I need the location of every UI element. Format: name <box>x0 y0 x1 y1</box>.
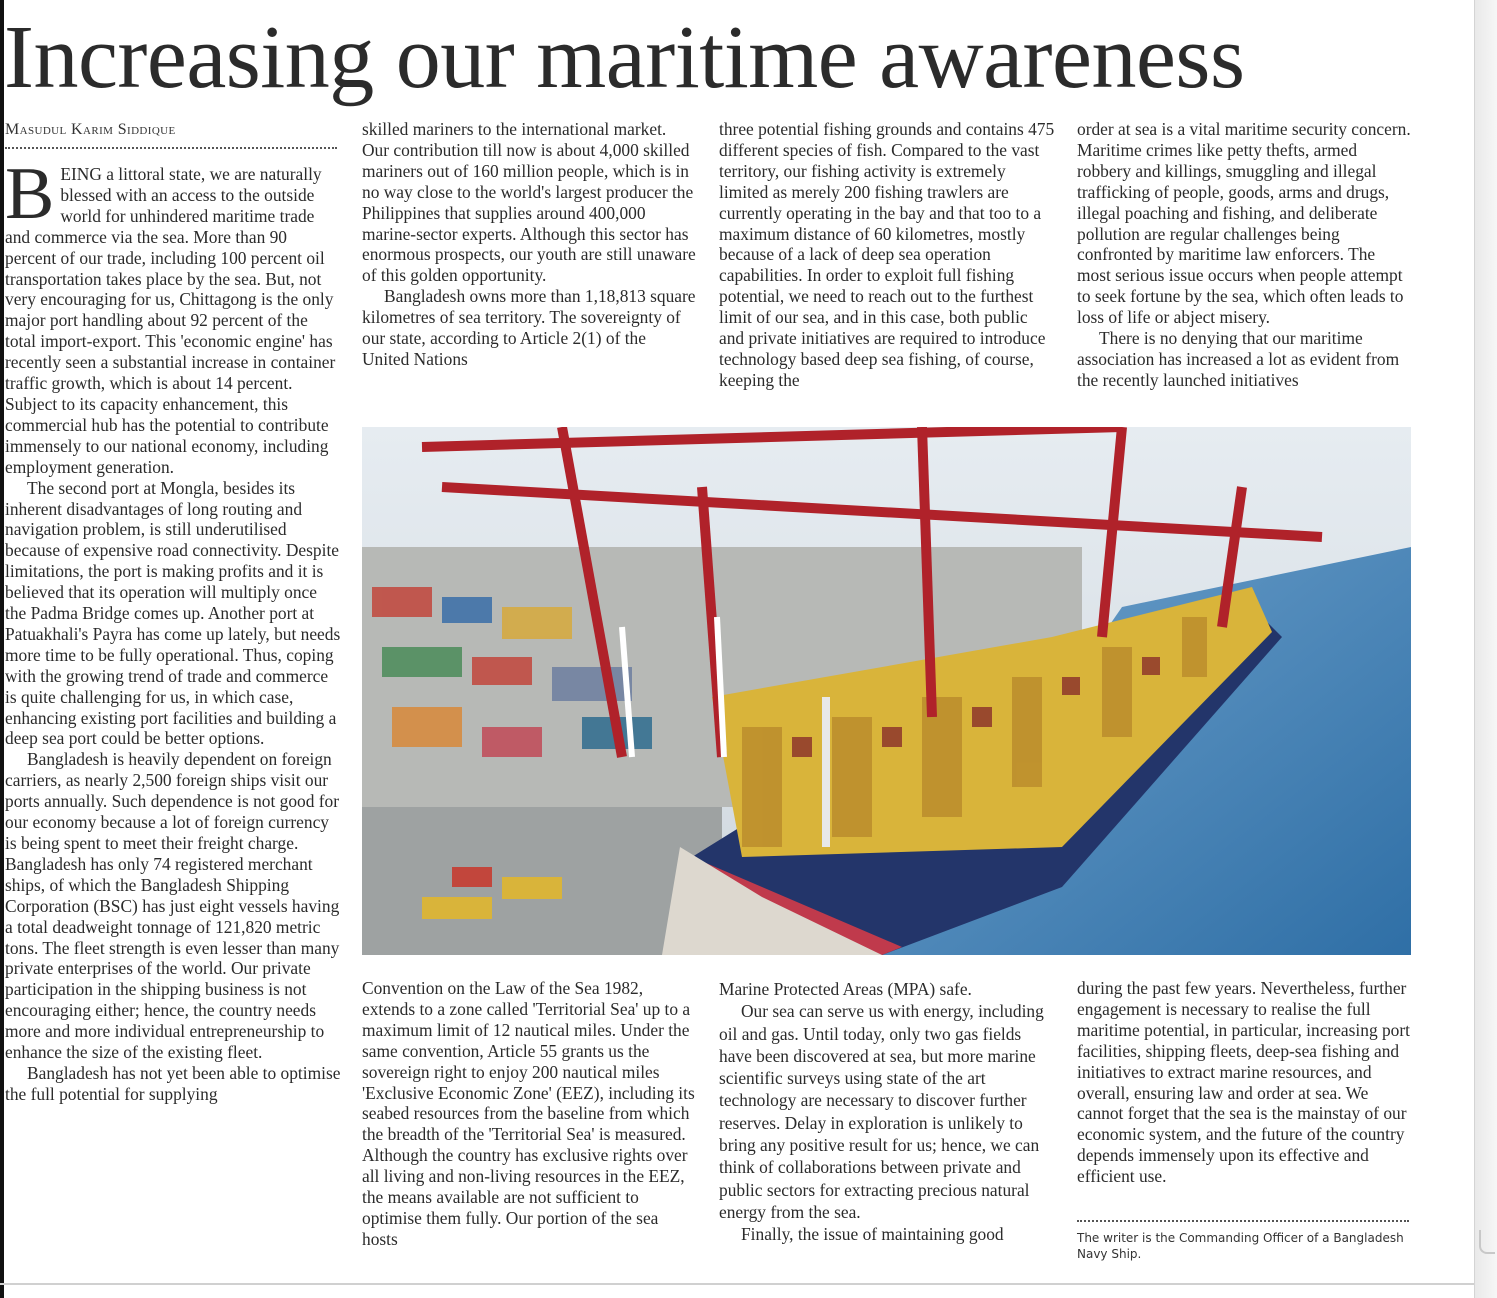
drop-cap: B <box>5 153 55 235</box>
paragraph: Finally, the issue of maintaining good <box>741 1224 1004 1245</box>
paragraph: Our sea can serve us with energy, including oil and gas. Until today, only two gas fields have been discovered at sea, but more marine scientific surveys using state of the art technology are necessary to discover further reserves. Delay in exploration is unlikely to bring any positive result for us; hence, we can think of collaborations between private and public sectors for extracting precious natural energy from the sea. <box>719 1001 1044 1222</box>
column-2-top <box>362 119 697 370</box>
column-3-top <box>719 119 1055 391</box>
column-3-bottom <box>719 978 1055 1246</box>
headline: Increasing our maritime awareness <box>4 8 1245 107</box>
author-note: The writer is the Commanding Officer of a Bangladesh Navy Ship. <box>1077 1231 1404 1261</box>
page-bottom-rule <box>0 1283 1474 1285</box>
paragraph: three potential fishing grounds and contains 475 different species of fish. Compared to the vast territory, our fishing activity is extremely limited as merely 200 fishing trawlers are currently operating in the bay and that too to a maximum distance of 60 kilometres, mostly because of a lack of deep sea operation capabilities. In order to exploit full fishing potential, we need to reach out to the furthest limit of our sea, and in this case, both public and private initiatives are required to introduce technology based deep sea fishing, of course, keeping the <box>719 119 1055 390</box>
container-ship-port-photo <box>362 427 1411 955</box>
column-1 <box>5 153 342 1105</box>
page-left-edge <box>0 0 4 1298</box>
port-photo-illustration <box>362 427 1411 955</box>
scroll-corner-handle[interactable] <box>1479 1230 1495 1254</box>
paragraph: Bangladesh owns more than 1,18,813 square kilometres of sea territory. The sovereignty of our state, according to Article 2(1) of the United Nations <box>362 286 696 369</box>
paragraph: order at sea is a vital maritime security concern. Maritime crimes like petty thefts, armed robbery and killings, smuggling and illegal trafficking of people, goods, arms and drugs, illegal poaching and fishing, and deliberate pollution are regular challenges being confronted by maritime law enforcers. The most serious issue occurs when people attempt to seek fortune by the sea, which often leads to loss of life or abject misery. <box>1077 119 1411 328</box>
paragraph <box>5 153 342 478</box>
column-4-top <box>1077 119 1413 391</box>
paragraph: There is no denying that our maritime association has increased a lot as evident from the recently launched initiatives <box>1077 328 1400 390</box>
viewer-right-gutter <box>1474 0 1497 1298</box>
paragraph: skilled mariners to the international market. Our contribution till now is about 4,000 skilled mariners out of 160 million people, which is in no way close to the world's largest producer the Philippines that supplies around 400,000 marine-sector experts. Although this sector has enormous prospects, our youth are still unaware of this golden opportunity. <box>362 119 696 286</box>
column-2-bottom <box>362 978 697 1250</box>
byline: Masudul Karim Siddique <box>5 120 337 149</box>
paragraph: during the past few years. Nevertheless, further engagement is necessary to realise the full maritime potential, in particular, increasing port facilities, shipping fleets, deep-sea fishing and initiatives to extract marine resources, and overall, ensuring law and order at sea. We cannot forget that the sea is the mainstay of our economic system, and the future of the country depends immensely upon its effective and efficient use. <box>1077 978 1410 1187</box>
endnote-divider <box>1077 1220 1409 1222</box>
paragraph-text: EING a littoral state, we are naturally blessed with an access to the outside world for unhindered maritime trade and commerce via the sea. More than 90 percent of our trade, including 100 percent oil transportation takes place by the sea. But, not very encouraging for us, Chittagong is the only major port handling about 92 percent of the total import-export. This 'economic engine' has recently seen a substantial increase in container traffic growth, which is about 14 percent. Subject to its capacity enhancement, this commercial hub has the potential to contribute immensely to our national economy, including employment generation. <box>5 164 336 477</box>
paragraph: Marine Protected Areas (MPA) safe. <box>719 979 972 999</box>
paragraph: The second port at Mongla, besides its inherent disadvantages of long routing and navigation problem, is still underutilised because of expensive road connectivity. Despite limitations, the port is making profits and it is believed that its operation will multiply once the Padma Bridge comes up. Another port at Patuakhali's Payra has come up lately, but needs more time to be fully operational. Thus, coping with the growing trend of trade and commerce is quite challenging for us, in which case, enhancing existing port facilities and building a deep sea port could be better options. <box>5 477 341 749</box>
paragraph: Bangladesh has not yet been able to optimise the full potential for supplying <box>5 1062 341 1104</box>
paragraph: Convention on the Law of the Sea 1982, extends to a zone called 'Territorial Sea' up to a maximum limit of 12 nautical miles. Under the same convention, Article 55 grants us the sovereign right to enjoy 200 nautical miles 'Exclusive Economic Zone' (EEZ), including its seabed resources from the baseline from which the breadth of the 'Territorial Sea' is measured. Although the country has exclusive rights over all living and non-living resources in the EEZ, the means available are not sufficient to optimise them fully. Our portion of the sea hosts <box>362 978 695 1249</box>
column-4-bottom <box>1077 978 1413 1187</box>
paragraph: Bangladesh is heavily dependent on foreign carriers, as nearly 2,500 foreign ships visit our ports annually. Such dependence is not good for our economy because a lot of foreign currency is being spent to meet their freight charge. Bangladesh has only 74 registered merchant ships, of which the Bangladesh Shipping Corporation (BSC) has just eight vessels having a total deadweight tonnage of 121,820 metric tons. The fleet strength is even lesser than many private enterprises of the world. Our private participation in the shipping business is not encouraging either; hence, the country needs more and more individual entrepreneurship to enhance the size of the existing fleet. <box>5 749 340 1063</box>
